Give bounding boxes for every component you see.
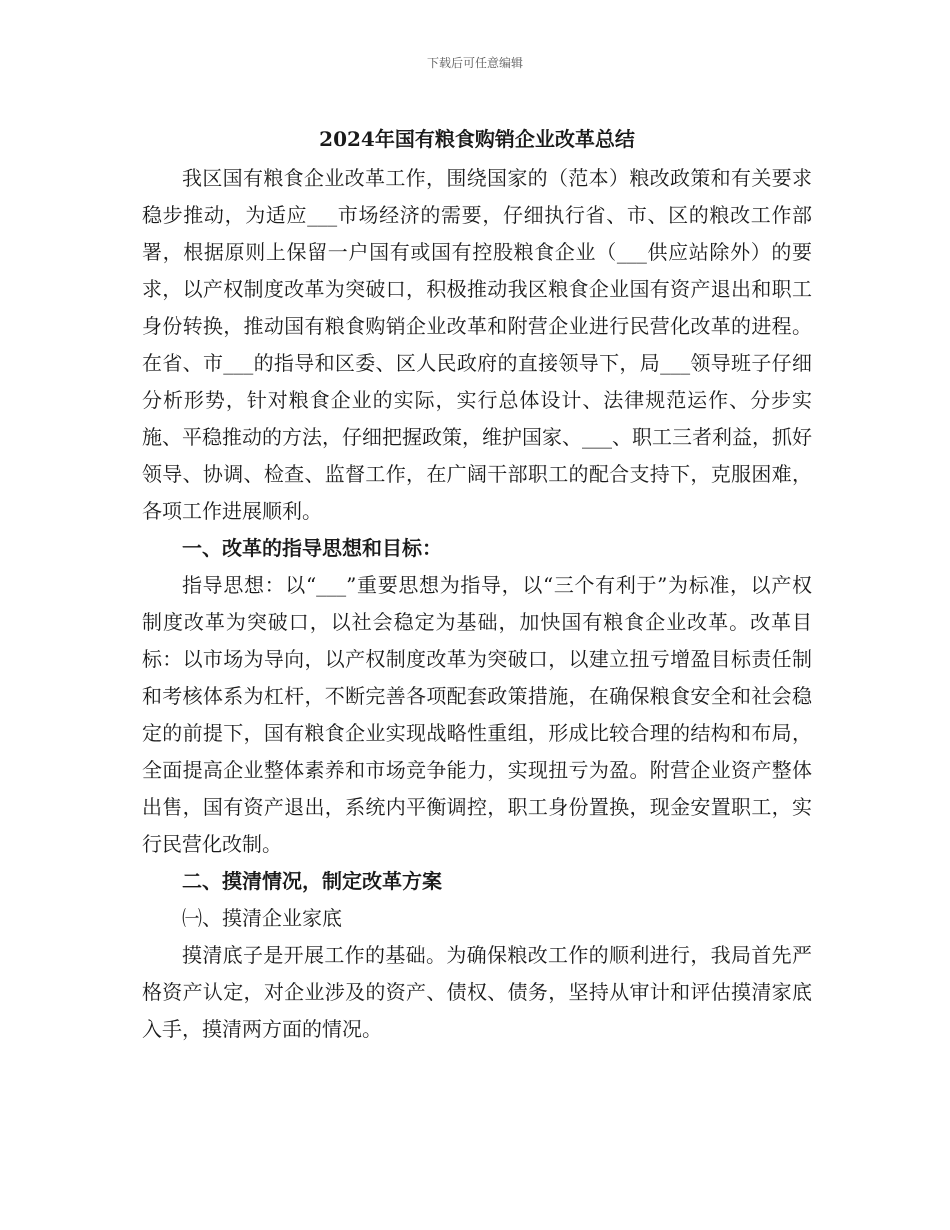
document-page bbox=[142, 118, 812, 1048]
section2-heading: 二、摸清情况，制定改革方案 bbox=[182, 869, 442, 893]
section2-subheading: ㈠、摸清企业家底 bbox=[182, 906, 342, 930]
section2-paragraph: 摸清底子是开展工作的基础。为确保粮改工作的顺利进行，我局首先严格资产认定，对企业涉及的资产、债权、债务，坚持从审计和评估摸清家底入手，摸清两方面的情况。 bbox=[142, 943, 812, 1041]
section1-paragraph: 指导思想：以“___”重要思想为指导，以“三个有利于”为标准，以产权制度改革为突破口，以社会稳定为基础，加快国有粮食企业改革。改革目标：以市场为导向，以产权制度改革为突破口，以建立扭亏增盈目标责任制和考核体系为杠杆，不断完善各项配套政策措施，在确保粮食安全和社会稳定的前提下，国有粮食企业实现战略性重组，形成比较合理的结构和布局，全面提高企业整体素养和市场竞争能力，实现扭亏为盈。附营企业资产整体出售，国有资产退出，系统内平衡调控，职工身份置换，现金安置职工，实行民营化改制。 bbox=[142, 573, 812, 856]
document-title: 2024年国有粮食购销企业改革总结 bbox=[319, 127, 635, 151]
header-note: 下载后可任意编辑 bbox=[426, 56, 523, 70]
intro-paragraph: 我区国有粮食企业改革工作，围绕国家的（范本）粮改政策和有关要求稳步推动，为适应___市场经济的需要，仔细执行省、市、区的粮改工作部署，根据原则上保留一户国有或国有控股粮食企业（___供应站除外）的要求，以产权制度改革为突破口，积极推动我区粮食企业国有资产退出和职工身份转换，推动国有粮食购销企业改革和附营企业进行民营化改革的进程。在省、市___的指导和区委、区人民政府的直接领导下，局___领导班子仔细分析形势，针对粮食企业的实际，实行总体设计、法律规范运作、分步实施、平稳推动的方法，仔细把握政策，维护国家、___、职工三者利益，抓好领导、协调、检查、监督工作，在广阔干部职工的配合支持下，克服困难，各项工作进展顺利。 bbox=[142, 166, 812, 523]
section1-heading: 一、改革的指导思想和目标： bbox=[182, 536, 442, 560]
